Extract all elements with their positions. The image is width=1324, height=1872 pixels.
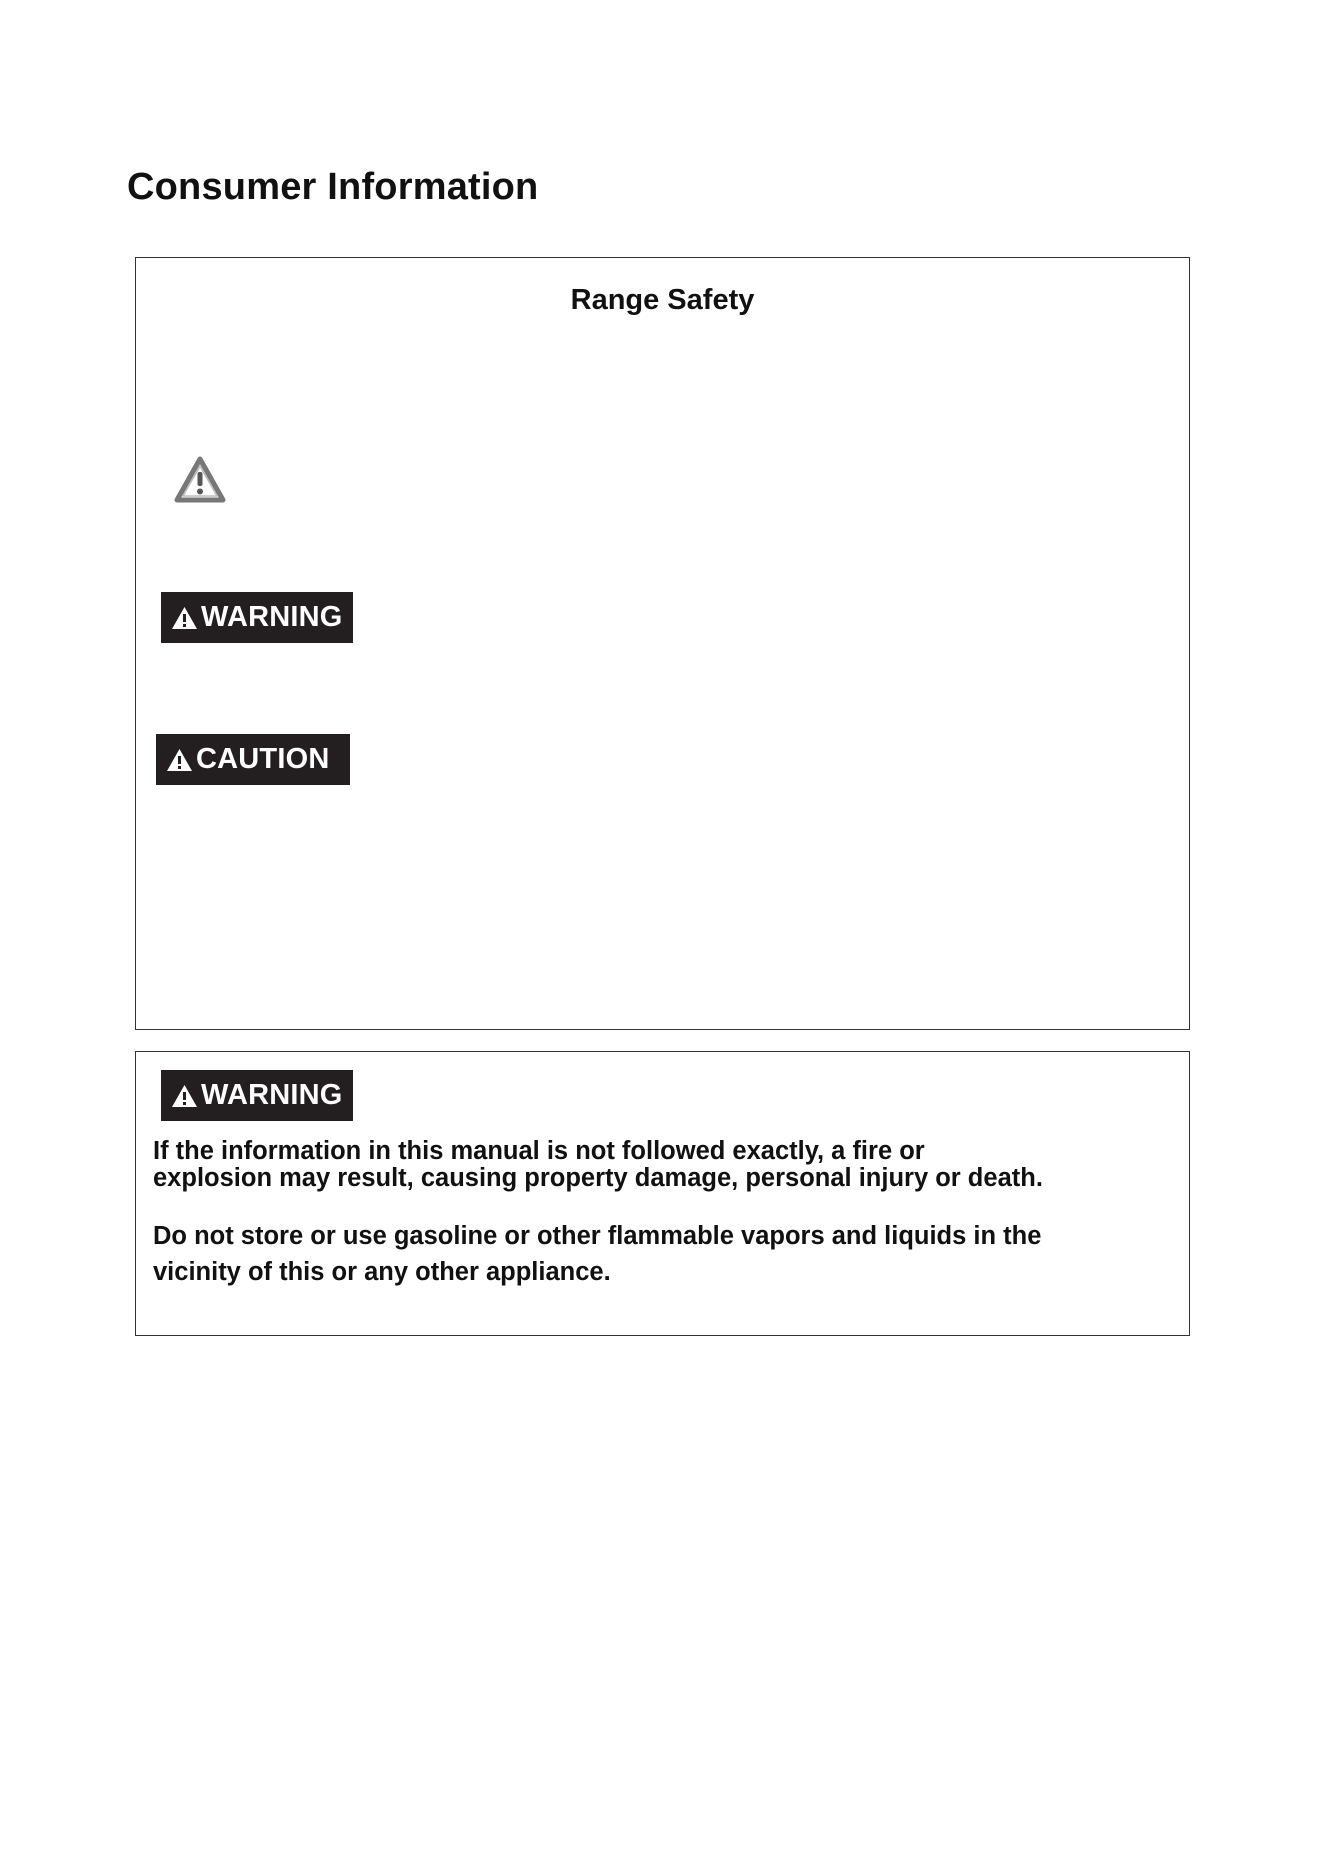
warning-line: Do not store or use gasoline or other flammable vapors and liquids in the (153, 1222, 1042, 1250)
warning-signal-label (161, 1070, 353, 1121)
warning-line: If the information in this manual is not followed exactly, a fire or (153, 1137, 925, 1165)
warning-triangle-icon (171, 1084, 198, 1108)
flammable-storage-warning-text (153, 1218, 1041, 1290)
range-safety-title: Range Safety (570, 284, 755, 316)
fire-explosion-warning-text (153, 1138, 1043, 1192)
fire-warning-box (135, 1051, 1190, 1336)
warning-label-text: WARNING (201, 1079, 343, 1111)
page-title: Consumer Information (127, 166, 539, 208)
warning-line: explosion may result, causing property damage, personal injury or death. (153, 1164, 1043, 1192)
warning-label-text: WARNING (201, 601, 343, 633)
range-safety-box (135, 257, 1190, 1030)
caution-label-text: CAUTION (196, 743, 330, 775)
caution-signal-label (156, 734, 350, 785)
caution-triangle-icon (166, 748, 193, 772)
safety-alert-triangle-icon (173, 455, 227, 505)
warning-line: vicinity of this or any other appliance. (153, 1258, 611, 1286)
warning-signal-label (161, 592, 353, 643)
warning-triangle-icon (171, 606, 198, 630)
